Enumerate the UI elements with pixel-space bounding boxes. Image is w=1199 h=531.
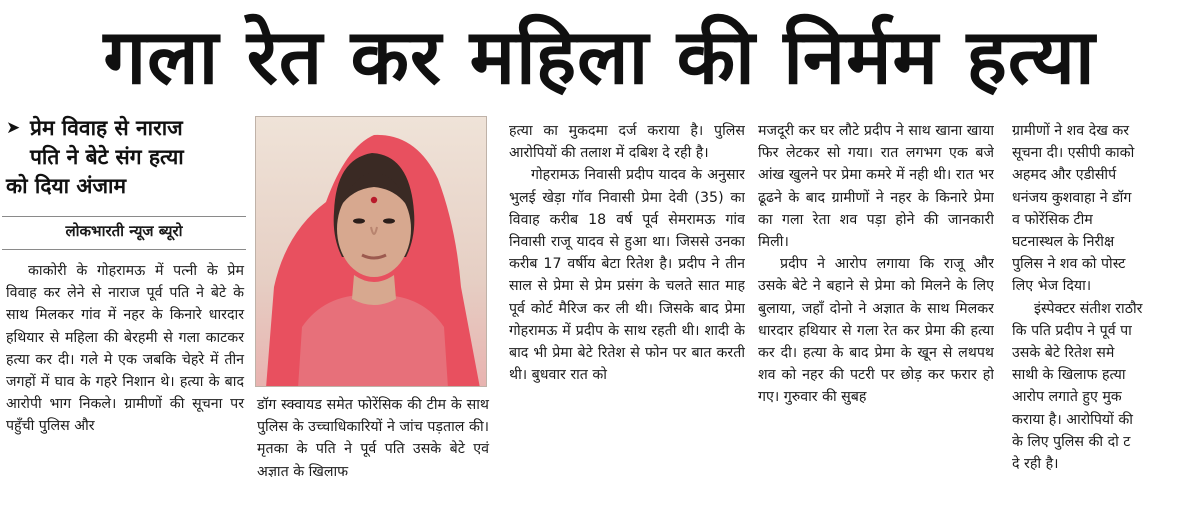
subhead-line-2: पति ने बेटे संग हत्या [30, 145, 184, 169]
column-5-line: के लिए पुलिस की दो ट [1012, 433, 1131, 450]
column-5-line: ग्रामीणों ने शव देख कर [1012, 123, 1130, 139]
photo [255, 116, 487, 387]
column-5-line: पुलिस ने शव को पोस्ट [1012, 256, 1126, 273]
column-3 [509, 120, 745, 520]
byline-bottom-rule [2, 249, 246, 250]
column-5-line: कि पति प्रदीप ने पूर्व पा [1012, 322, 1132, 339]
column-5-line: घटनास्थल के निरीक्ष [1012, 234, 1115, 251]
column-4 [758, 120, 994, 520]
column-4-para-2: प्रदीप ने आरोप लगाया कि राजू और उसके बेटे ने बहाने से प्रेमा को मिलने के लिए बुलाया, जहाँ दोनो ने अज्ञात के साथ मिलकर धारदार हथियार से गला रेत कर प्रेमा की हत्या कर दी। हत्या के बाद प्रेमा के खून से लथपथ शव को नहर की पटरी पर छोड़ कर फरार हो गए। गुरुवार की सुबह [758, 256, 994, 406]
column-5-line: सूचना दी। एसीपी काको [1012, 145, 1135, 162]
photo-caption: डॉग स्क्वायड समेत फोरेंसिक की टीम के साथ पुलिस के उच्चाधिकारियों ने जांच पड़ताल की। मृतका के पति ने पूर्व पति उसके बेटे एवं अज्ञात के खिलाफ [257, 397, 489, 480]
column-5-line: उसके बेटे रितेश समे [1012, 345, 1115, 362]
column-5-line: आरोप लगाते हुए मुक [1012, 389, 1122, 406]
column-3-para-2: गोहरामऊ निवासी प्रदीप यादव के अनुसार भुलई खेड़ा गॉव निवासी प्रेमा देवी (35) का विवाह करीब 18 वर्ष पूर्व सेमरामऊ गांव निवासी राजू यादव से हुआ था। जिससे उनका करीब 17 वर्षीय बेटा रितेश है। प्रदीप ने तीन साल से प्रेमा से प्रेम प्रसंग के चलते सात माह पूर्व कोर्ट मैरिज कर ली थी। जिसके बाद प्रेमा गोहरामऊ में प्रदीप के साथ रहती थी। शादी के बाद भी प्रेमा बेटे रितेश से फोन पर बात करती थी। बुधवार रात को [509, 167, 745, 384]
column-4-para-1: मजदूरी कर घर लौटे प्रदीप ने साथ खाना खाया फिर लेटकर सो गया। रात लगभग एक बजे आंख खुलने पर प्रेमा कमरे में नही थी। रात भर ढूढने के बाद ग्रामीणों ने नहर के किनारे प्रेमा का गला रेता शव पड़ा होने की जानकारी मिली। [758, 123, 994, 251]
column-1 [6, 260, 244, 438]
column-5-line: धनंजय कुशवाहा ने डॉग [1012, 189, 1132, 206]
arrow-icon: ➤ [6, 118, 21, 138]
subhead-line-3: को दिया अंजाम [6, 174, 127, 198]
column-5-line: अहमद और एडीसीर्प [1012, 167, 1117, 184]
headline: गला रेत कर महिला की निर्मम हत्या [103, 11, 1096, 101]
column-5-line: साथी के खिलाफ हत्या [1012, 367, 1126, 384]
subheadline [6, 114, 246, 201]
subhead-line-1: प्रेम विवाह से नाराज [30, 116, 183, 140]
column-5-line: कराया है। आरोपियों की [1012, 411, 1133, 428]
byline-top-rule [2, 216, 246, 217]
woman-portrait [256, 117, 487, 387]
column-5 [1012, 120, 1199, 520]
column-5-line: इंस्पेक्टर संतीश राठौर [1034, 300, 1143, 317]
byline: लोकभारती न्यूज ब्यूरो [65, 222, 183, 240]
column-5-line: लिए भेज दिया। [1012, 278, 1092, 295]
column-5-line: व फोरेंसिक टीम [1012, 211, 1093, 228]
column-5-line: दे रही है। [1012, 456, 1059, 473]
column-3-para-1: हत्या का मुकदमा दर्ज कराया है। पुलिस आरोपियों की तलाश में दबिश दे रही है। [509, 123, 745, 162]
column-1-text: काकोरी के गोहरामऊ में पत्नी के प्रेम विवाह कर लेने से नाराज पूर्व पति ने बेटे के साथ मिलकर गांव में नहर के किनारे धारदार हथियार से महिला की बेरहमी से गला काटकर हत्या कर दी। गले मे एक जबकि चेहरे में तीन जगहों में घाव के गहरे निशान थे। हत्या के बाद आरोपी भाग निकले। ग्रामीणों की सूचना पर पहुँची पुलिस और [6, 263, 244, 435]
